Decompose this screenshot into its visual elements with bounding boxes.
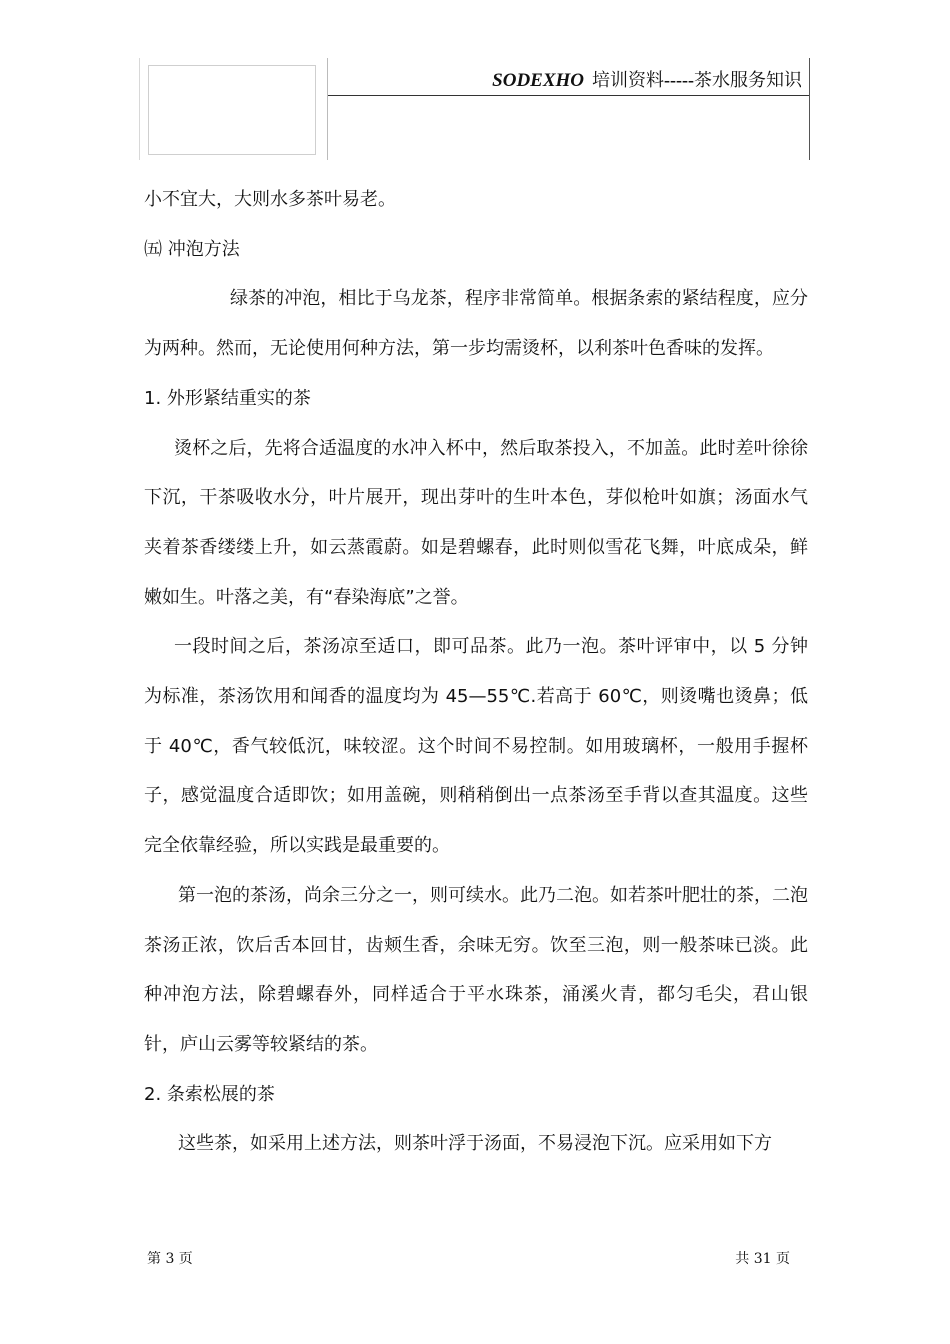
- continuation-line: 小不宜大，大则水多茶叶易老。: [144, 189, 396, 210]
- paragraph-1b: 一段时间之后，茶汤凉至适口，即可品茶。此乃一泡。茶叶评审中，以 5 分钟为标准，茶汤饮用和闻香的温度均为 45—55℃.若高于 60℃，则烫嘴也烫鼻；低于 40℃，香气较低沉，味较涩。这个时间不易控制。如用玻璃杯，一般用手握杯子，感觉温度合适即饮；如用盖碗，则稍稍倒出一点茶汤至手背以查其温度。这些完全依靠经验，所以实践是最重要的。: [144, 636, 808, 857]
- subsection-heading-1: 1. 外形紧结重实的茶: [144, 387, 311, 409]
- header-separator: -----: [664, 70, 694, 90]
- header-divider: [327, 58, 328, 160]
- brand-name: SODEXHO: [492, 70, 585, 91]
- paragraph-intro: 绿茶的冲泡，相比于乌龙茶，程序非常简单。根据条索的紧结程度，应分为两种。然而，无论使用何种方法，第一步均需烫杯，以利茶叶色香味的发挥。: [144, 288, 808, 360]
- section-heading-5: ㈤ 冲泡方法: [144, 238, 240, 260]
- page-content: [144, 175, 808, 1169]
- header-underline: [328, 95, 809, 96]
- doc-type: 培训资料: [592, 70, 665, 91]
- doc-topic: 茶水服务知识: [694, 70, 802, 91]
- header-left-rule: [139, 58, 140, 160]
- logo-placeholder: [148, 65, 316, 155]
- paragraph-1a: 烫杯之后，先将合适温度的水冲入杯中，然后取茶投入，不加盖。此时差叶徐徐下沉，干茶吸收水分，叶片展开，现出芽叶的生叶本色，芽似枪叶如旗；汤面水气夹着茶香缕缕上升，如云蒸霞蔚。如是碧螺春，此时则似雪花飞舞，叶底成朵，鲜嫩如生。叶落之美，有“春染海底”之誉。: [144, 437, 808, 608]
- page-number: 第 3 页: [147, 1251, 193, 1267]
- page-total: 共 31 页: [735, 1251, 790, 1267]
- header-right-rule: [809, 58, 810, 160]
- paragraph-1c: 第一泡的茶汤，尚余三分之一，则可续水。此乃二泡。如若茶叶肥壮的茶，二泡茶汤正浓，饮后舌本回甘，齿颊生香，余味无穷。饮至三泡，则一般茶味已淡。此种冲泡方法，除碧螺春外，同样适合于平水珠茶，涌溪火青，都匀毛尖，君山银针，庐山云雾等较紧结的茶。: [144, 884, 808, 1055]
- header-title: [492, 66, 802, 92]
- subsection-heading-2: 2. 条索松展的茶: [144, 1083, 275, 1105]
- paragraph-2a: 这些茶，如采用上述方法，则茶叶浮于汤面，不易浸泡下沉。应采用如下方: [178, 1133, 772, 1155]
